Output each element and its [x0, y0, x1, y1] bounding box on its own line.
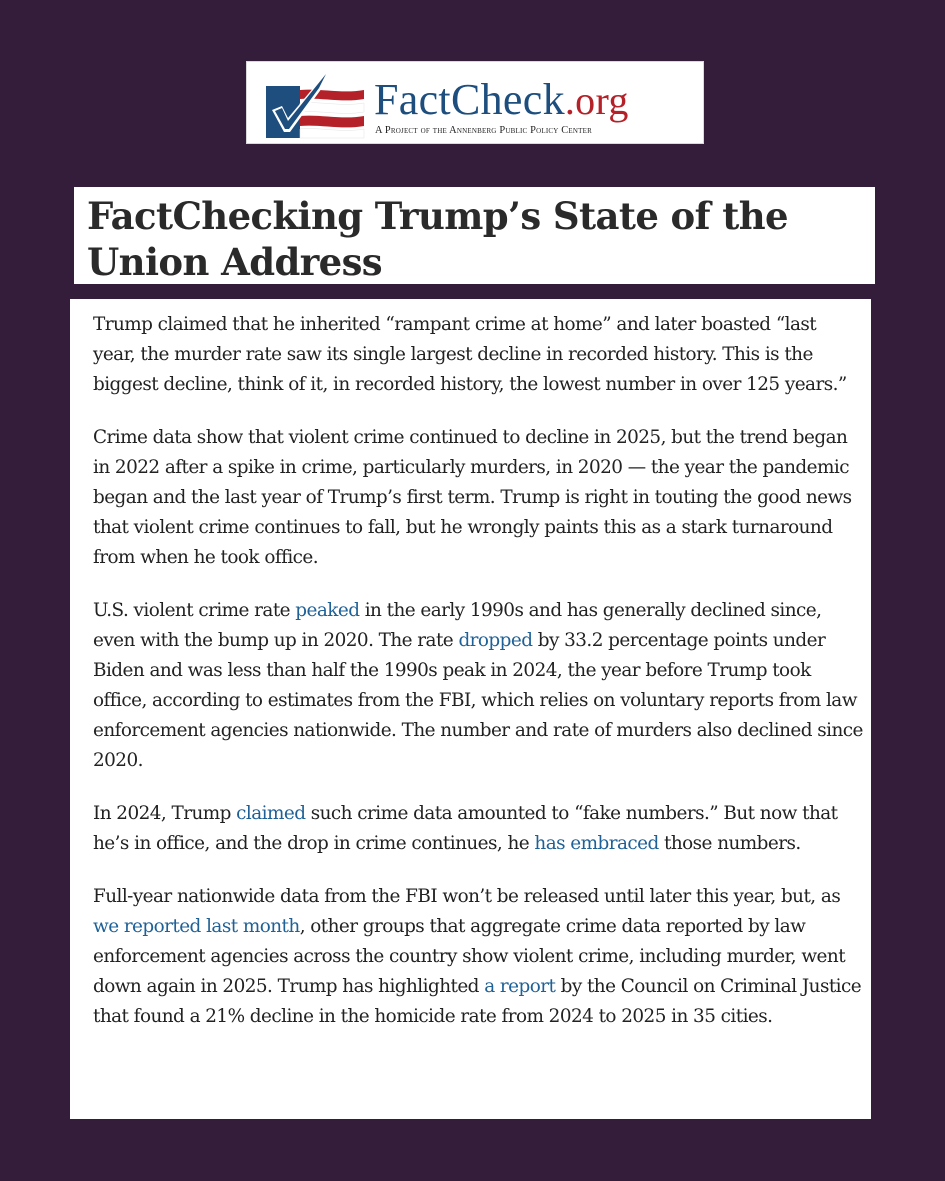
link-we-reported-last-month[interactable]: we reported last month: [93, 916, 300, 937]
link-has-embraced[interactable]: has embraced: [534, 833, 659, 854]
paragraph-text: Crime data show that violent crime continued to decline in 2025, but the trend began in 2022 after a spike in crime, particularly murders, in 2020 — the year the pandemic began and the last year of Trump’s first term. Trump is right in touting the good news that violent crime continues to fall, but he wrongly paints this as a stark turnaround from when he took office.: [93, 427, 852, 568]
paragraph-text: , other groups that aggregate crime data reported by law enforcement agencies across the country show violent crime, including murder, went down again in 2025. Trump has highlighted: [93, 916, 846, 997]
article-paragraph: [93, 882, 863, 1032]
article-title: FactChecking Trump’s State of the Union Address: [87, 194, 788, 284]
logo-wordmark: [374, 75, 629, 124]
logo-word-check: Check: [450, 75, 565, 124]
link-peaked[interactable]: peaked: [295, 600, 360, 621]
article-paragraph: [93, 596, 863, 776]
link-a-report[interactable]: a report: [484, 976, 556, 997]
paragraph-text: Trump claimed that he inherited “rampant crime at home” and later boasted “last year, the murder rate saw its single largest decline in recorded history. This is the biggest decline, think of it, in recorded history, the lowest number in over 125 years.”: [93, 314, 847, 395]
paragraph-text: in the early 1990s and has generally declined since, even with the bump up in 2020. The rate: [93, 600, 822, 651]
article-paragraph: [93, 423, 863, 573]
checkmark-flag-icon: [264, 66, 366, 140]
paragraph-text: those numbers.: [658, 833, 801, 854]
logo-tagline: A Project of the Annenberg Public Policy Center: [375, 125, 592, 136]
link-claimed[interactable]: claimed: [236, 803, 306, 824]
paragraph-text: Full-year nationwide data from the FBI won’t be released until later this year, but, as: [93, 886, 841, 907]
paragraph-text: U.S. violent crime rate: [93, 600, 296, 621]
logo-word-org: .org: [564, 78, 629, 123]
paragraph-text: by the Council on Criminal Justice that found a 21% decline in the homicide rate from 2024 to 2025 in 35 cities.: [93, 976, 862, 1027]
link-dropped[interactable]: dropped: [458, 630, 533, 651]
factcheck-logo[interactable]: [246, 61, 704, 144]
logo-word-fact: Fact: [374, 75, 451, 124]
paragraph-text: In 2024, Trump: [93, 803, 237, 824]
paragraph-text: such crime data amounted to “fake numbers.” But now that he’s in office, and the drop in crime continues, he: [93, 803, 838, 854]
article-paragraph: [93, 799, 863, 859]
paragraph-text: by 33.2 percentage points under Biden and was less than half the 1990s peak in 2024, the year before Trump took office, according to estimates from the FBI, which relies on voluntary reports from law enforcement agencies nationwide. The number and rate of murders also declined since 2020.: [93, 630, 863, 771]
title-card: [74, 187, 875, 284]
article-body: [70, 299, 871, 1119]
article-paragraph: [93, 310, 863, 400]
